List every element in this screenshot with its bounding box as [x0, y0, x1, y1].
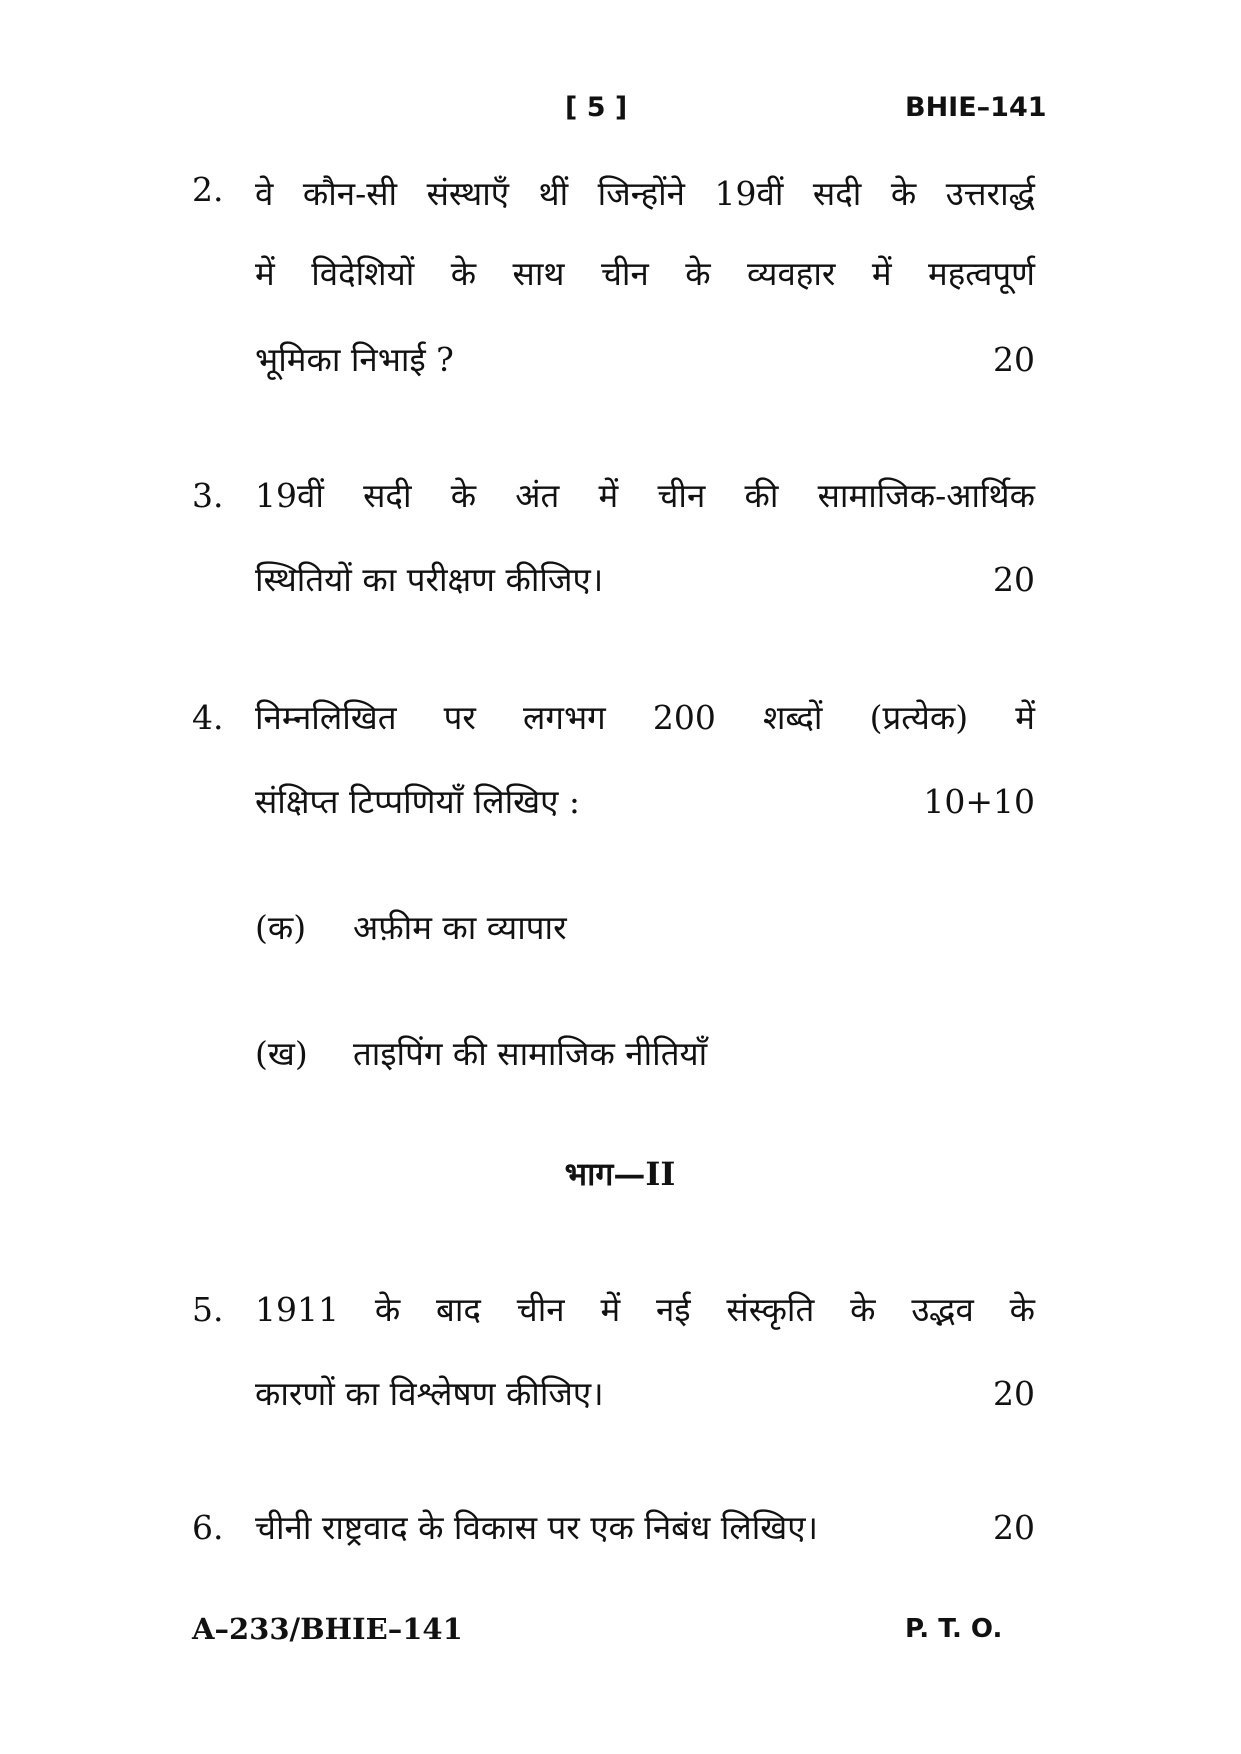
question-text-line: 19वीं सदी के अंत में चीन की सामाजिक-आर्थिक [255, 476, 1035, 515]
question-marks: 20 [993, 1508, 1035, 1547]
question-marks: 10+10 [923, 782, 1035, 821]
question-number: 3. [192, 476, 224, 515]
sub-item-text: अफ़ीम का व्यापार [353, 908, 567, 947]
question-number: 6. [192, 1508, 224, 1547]
question-number: 4. [192, 698, 224, 737]
pto-label: P. T. O. [905, 1614, 1003, 1644]
question-text-line: में विदेशियों के साथ चीन के व्यवहार में महत्वपूर्ण [255, 254, 1035, 293]
footer-code: A–233/BHIE–141 [192, 1612, 463, 1646]
sub-item-text: ताइपिंग की सामाजिक नीतियाँ [353, 1034, 708, 1073]
sub-item-label: (क) [255, 908, 307, 947]
question-text-line: वे कौन-सी संस्थाएँ थीं जिन्होंने 19वीं सदी के उत्तरार्द्ध [255, 174, 1035, 213]
question-number: 2. [192, 170, 224, 209]
question-text-line: भूमिका निभाई ? [255, 340, 454, 379]
question-text-line: संक्षिप्त टिप्पणियाँ लिखिए : [255, 782, 580, 821]
question-marks: 20 [993, 1374, 1035, 1413]
question-text-line: चीनी राष्ट्रवाद के विकास पर एक निबंध लिखिए। [255, 1508, 819, 1547]
question-marks: 20 [993, 560, 1035, 599]
page-number: [ 5 ] [565, 92, 628, 123]
sub-item-label: (ख) [255, 1034, 308, 1073]
question-text-line: कारणों का विश्लेषण कीजिए। [255, 1374, 604, 1413]
question-number: 5. [192, 1290, 224, 1329]
question-marks: 20 [993, 340, 1035, 379]
section-title: भाग—II [564, 1155, 676, 1193]
question-text-line: 1911 के बाद चीन में नई संस्कृति के उद्भव के [255, 1290, 1035, 1329]
course-code: BHIE–141 [905, 92, 1047, 123]
question-text-line: निम्नलिखित पर लगभग 200 शब्दों (प्रत्येक) में [255, 698, 1035, 737]
question-text-line: स्थितियों का परीक्षण कीजिए। [255, 560, 604, 599]
